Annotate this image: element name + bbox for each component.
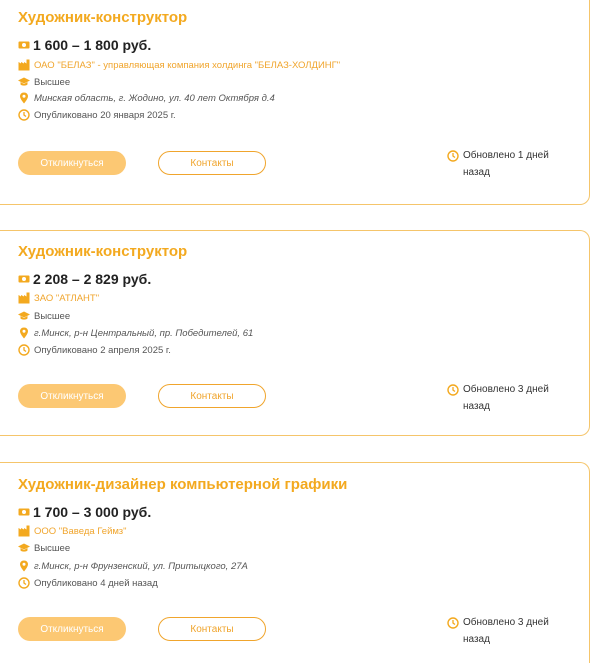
- updated-info: [447, 381, 567, 415]
- map-pin-icon: [18, 327, 30, 339]
- graduation-cap-icon: [18, 76, 30, 88]
- address-row: [18, 326, 253, 340]
- clock-icon: [447, 617, 459, 629]
- address: Минская область, г. Жодино, ул. 40 лет Октября д.4: [34, 92, 275, 104]
- clock-icon: [18, 577, 30, 589]
- factory-icon: [18, 59, 30, 71]
- address: г.Минск, р-н Центральный, пр. Победителей, 61: [34, 327, 254, 339]
- salary-row: [18, 503, 151, 521]
- address: г.Минск, р-н Фрунзенский, ул. Притыцкого, 27А: [34, 560, 248, 572]
- salary-row: [18, 36, 151, 54]
- money-icon: [18, 39, 30, 51]
- updated-text: Обновлено 1 дней назад: [463, 150, 549, 178]
- published-date: Опубликовано 20 января 2025 г.: [34, 109, 176, 121]
- clock-icon: [18, 109, 30, 121]
- contacts-button[interactable]: Контакты: [158, 151, 266, 175]
- apply-button[interactable]: Откликнуться: [18, 617, 126, 641]
- salary-row: [18, 270, 151, 288]
- updated-info: [447, 614, 567, 648]
- vacancy-card: [0, 0, 590, 205]
- salary: 1 700 – 3 000 руб.: [33, 504, 152, 520]
- education-row: [18, 309, 70, 323]
- published-row: [18, 576, 158, 590]
- education-level: Высшее: [34, 542, 71, 554]
- education-level: Высшее: [34, 310, 71, 322]
- company-row: [18, 58, 340, 72]
- map-pin-icon: [18, 92, 30, 104]
- money-icon: [18, 506, 30, 518]
- published-date: Опубликовано 2 апреля 2025 г.: [34, 344, 171, 356]
- company-row: [18, 524, 127, 538]
- vacancy-title[interactable]: Художник-конструктор: [18, 9, 188, 26]
- graduation-cap-icon: [18, 542, 30, 554]
- apply-button[interactable]: Откликнуться: [18, 151, 126, 175]
- address-row: [18, 559, 248, 573]
- clock-icon: [447, 384, 459, 396]
- education-row: [18, 75, 70, 89]
- clock-icon: [447, 150, 459, 162]
- factory-icon: [18, 292, 30, 304]
- company-name[interactable]: ЗАО "АТЛАНТ": [34, 292, 100, 304]
- vacancy-card: [0, 462, 590, 663]
- vacancy-card: [0, 230, 590, 436]
- factory-icon: [18, 525, 30, 537]
- clock-icon: [18, 344, 30, 356]
- salary: 2 208 – 2 829 руб.: [33, 271, 152, 287]
- published-date: Опубликовано 4 дней назад: [34, 577, 158, 589]
- published-row: [18, 343, 171, 357]
- vacancy-title[interactable]: Художник-дизайнер компьютерной графики: [18, 476, 348, 493]
- updated-info: [447, 147, 567, 181]
- education-row: [18, 541, 70, 555]
- money-icon: [18, 273, 30, 285]
- map-pin-icon: [18, 560, 30, 572]
- salary: 1 600 – 1 800 руб.: [33, 37, 152, 53]
- contacts-button[interactable]: Контакты: [158, 384, 266, 408]
- company-name[interactable]: ОАО "БЕЛАЗ" - управляющая компания холдинга "БЕЛАЗ-ХОЛДИНГ": [34, 59, 341, 71]
- education-level: Высшее: [34, 76, 71, 88]
- company-name[interactable]: ООО "Ваведа Геймз": [34, 525, 127, 537]
- contacts-button[interactable]: Контакты: [158, 617, 266, 641]
- apply-button[interactable]: Откликнуться: [18, 384, 126, 408]
- address-row: [18, 91, 275, 105]
- updated-text: Обновлено 3 дней назад: [463, 617, 549, 645]
- graduation-cap-icon: [18, 310, 30, 322]
- company-row: [18, 291, 99, 305]
- updated-text: Обновлено 3 дней назад: [463, 384, 549, 412]
- published-row: [18, 108, 176, 122]
- vacancy-title[interactable]: Художник-конструктор: [18, 243, 188, 260]
